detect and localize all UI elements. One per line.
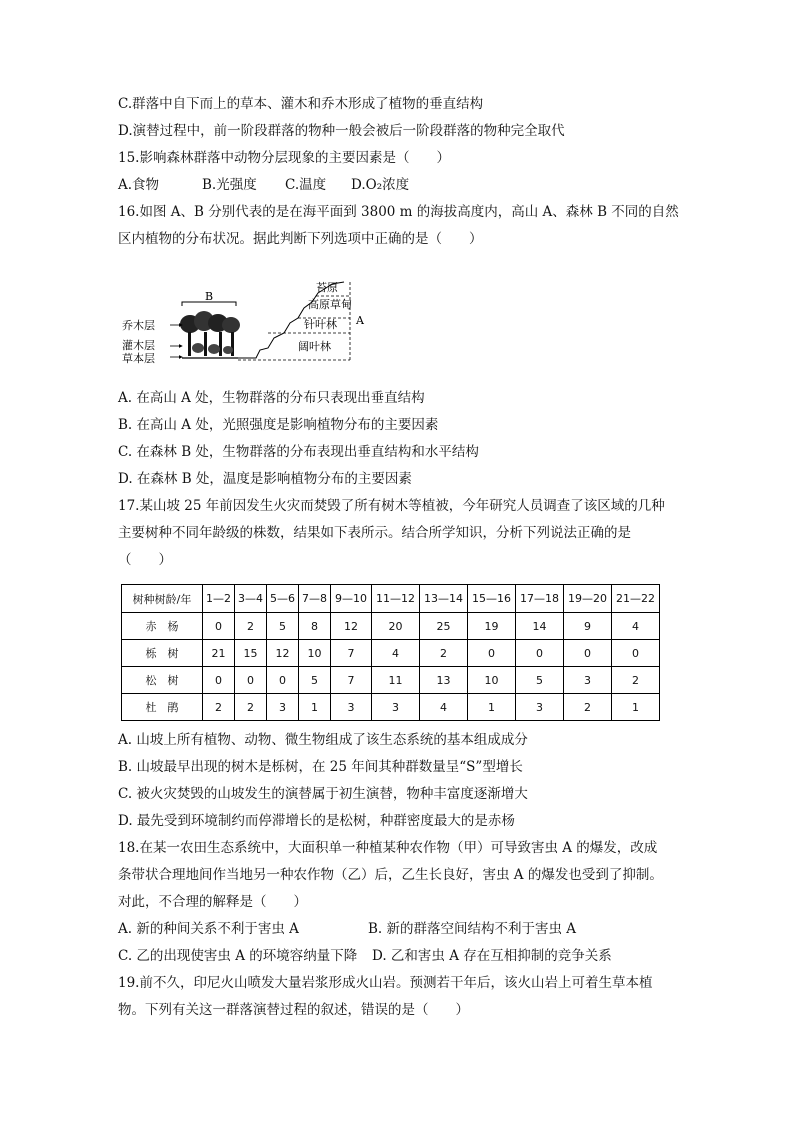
table-cell: 0 (267, 667, 299, 694)
table-cell: 1 (468, 694, 516, 721)
tundra-label: 苔原 (316, 281, 338, 294)
table-cell: 10 (468, 667, 516, 694)
table-cell: 4 (612, 613, 660, 640)
table-cell: 2 (235, 694, 267, 721)
q16-option-b: B. 在高山 A 处，光照强度是影响植物分布的主要因素 (118, 417, 439, 433)
table-cell: 2 (203, 694, 235, 721)
tree-layer-label: 乔木层 (122, 319, 155, 332)
table-row (122, 640, 660, 667)
question-19-line1: 19.前不久，印尼火山喷发大量岩浆形成火山岩。预测若干年后，该火山岩上可着生草本植 (118, 975, 653, 991)
question-19-line2: 物。下列有关这一群落演替过程的叙述，错误的是（ ） (118, 1002, 469, 1018)
forest-trees (180, 311, 240, 358)
table-cell: 3 (331, 694, 372, 721)
q17-option-d: D. 最先受到环境制约而停滞增长的是松树，种群密度最大的是赤杨 (118, 813, 515, 829)
table-header: 13—14 (420, 585, 468, 613)
question-18-line1: 18.在某一农田生态系统中，大面积单一种植某种农作物（甲）可导致害虫 A 的爆发，改成 (118, 840, 658, 856)
table-header: 19—20 (564, 585, 612, 613)
table-cell: 0 (564, 640, 612, 667)
table-cell: 0 (203, 667, 235, 694)
question-16-line2: 区内植物的分布状况。据此判断下列选项中正确的是（ ） (118, 231, 483, 247)
q16-option-a: A. 在高山 A 处，生物群落的分布只表现出垂直结构 (118, 390, 425, 406)
q18-option-b: B. 新的群落空间结构不利于害虫 A (368, 921, 577, 937)
table-cell: 12 (267, 640, 299, 667)
question-15: 15.影响森林群落中动物分层现象的主要因素是（ ） (118, 150, 450, 166)
table-cell: 8 (299, 613, 331, 640)
table-cell: 5 (516, 667, 564, 694)
table-cell: 9 (564, 613, 612, 640)
table-cell: 20 (372, 613, 420, 640)
table-cell: 3 (267, 694, 299, 721)
herb-layer-label: 草本层 (122, 352, 155, 365)
q15-option-a: A.食物 (118, 177, 160, 193)
q18-option-d: D. 乙和害虫 A 存在互相抑制的竞争关系 (372, 948, 612, 964)
table-cell: 3 (516, 694, 564, 721)
table-header: 5—6 (267, 585, 299, 613)
table-row (122, 613, 660, 640)
table-cell: 11 (372, 667, 420, 694)
question-17-line1: 17.某山坡 25 年前因发生火灾而焚毁了所有树木等植被，今年研究人员调查了该区域的几种 (118, 498, 665, 514)
table-cell: 赤 杨 (122, 613, 203, 640)
q16-option-c: C. 在森林 B 处，生物群落的分布表现出垂直结构和水平结构 (118, 444, 479, 460)
question-16-line1: 16.如图 A、B 分别代表的是在海平面到 3800 m 的海拔高度内，高山 A、森林 B 不同的自然 (118, 204, 679, 220)
label-a: A (356, 314, 364, 327)
table-header-row (122, 585, 660, 613)
vegetation-diagram (118, 278, 368, 373)
table-cell: 0 (516, 640, 564, 667)
label-b: B (205, 290, 214, 303)
table-header: 17—18 (516, 585, 564, 613)
option-d-line: D.演替过程中，前一阶段群落的物种一般会被后一阶段群落的物种完全取代 (118, 123, 565, 139)
table-cell: 7 (331, 640, 372, 667)
table-header: 15—16 (468, 585, 516, 613)
table-cell: 19 (468, 613, 516, 640)
table-cell: 0 (235, 667, 267, 694)
table-cell: 杜 鹃 (122, 694, 203, 721)
shrub-layer-label: 灌木层 (122, 339, 155, 352)
question-17-line2: 主要树种不同年龄级的株数，结果如下表所示。结合所学知识，分析下列说法正确的是 (118, 525, 631, 541)
table-row (122, 667, 660, 694)
question-17-line3: （ ） (118, 552, 172, 568)
table-cell: 3 (564, 667, 612, 694)
table-cell: 0 (468, 640, 516, 667)
table-cell: 12 (331, 613, 372, 640)
table-header: 11—12 (372, 585, 420, 613)
table-row (122, 694, 660, 721)
table-cell: 栎 树 (122, 640, 203, 667)
q17-option-c: C. 被火灾焚毁的山坡发生的演替属于初生演替，物种丰富度逐渐增大 (118, 786, 528, 802)
table-cell: 2 (235, 613, 267, 640)
alpine-meadow-label: 高原草甸 (308, 298, 352, 311)
table-header: 树种树龄/年 (122, 585, 203, 613)
table-cell: 1 (612, 694, 660, 721)
table-cell: 2 (612, 667, 660, 694)
q15-option-d: D.O₂浓度 (351, 177, 410, 193)
table-cell: 0 (203, 613, 235, 640)
table-cell: 10 (299, 640, 331, 667)
table-header: 1—2 (203, 585, 235, 613)
question-18-line3: 对此，不合理的解释是（ ） (118, 894, 307, 910)
table-cell: 4 (420, 694, 468, 721)
table-cell: 3 (372, 694, 420, 721)
table-header: 9—10 (331, 585, 372, 613)
q15-option-c: C.温度 (285, 177, 327, 193)
table-cell: 14 (516, 613, 564, 640)
table-header: 7—8 (299, 585, 331, 613)
table-cell: 21 (203, 640, 235, 667)
table-cell: 2 (420, 640, 468, 667)
q16-option-d: D. 在森林 B 处，温度是影响植物分布的主要因素 (118, 471, 412, 487)
q18-option-c: C. 乙的出现使害虫 A 的环境容纳量下降 (118, 948, 358, 964)
conifer-label: 针叶林 (304, 318, 337, 331)
table-cell: 5 (267, 613, 299, 640)
option-c-line: C.群落中自下而上的草本、灌木和乔木形成了植物的垂直结构 (118, 96, 484, 112)
table-cell: 4 (372, 640, 420, 667)
table-cell: 13 (420, 667, 468, 694)
table-header: 21—22 (612, 585, 660, 613)
table-cell: 松 树 (122, 667, 203, 694)
broadleaf-label: 阔叶林 (298, 340, 331, 353)
question-18-line2: 条带状合理地间作当地另一种农作物（乙）后，乙生长良好，害虫 A 的爆发也受到了抑制。 (118, 867, 663, 883)
table-cell: 0 (612, 640, 660, 667)
q18-option-a: A. 新的种间关系不利于害虫 A (118, 921, 299, 937)
table-cell: 2 (564, 694, 612, 721)
q15-option-b: B.光强度 (202, 177, 257, 193)
table-cell: 7 (331, 667, 372, 694)
table-cell: 1 (299, 694, 331, 721)
q17-option-a: A. 山坡上所有植物、动物、微生物组成了该生态系统的基本组成成分 (118, 732, 528, 748)
table-header: 3—4 (235, 585, 267, 613)
table-cell: 15 (235, 640, 267, 667)
table-cell: 5 (299, 667, 331, 694)
q17-option-b: B. 山坡最早出现的树木是栎树，在 25 年间其种群数量呈“S”型增长 (118, 759, 523, 775)
table-cell: 25 (420, 613, 468, 640)
tree-age-table (121, 584, 660, 721)
